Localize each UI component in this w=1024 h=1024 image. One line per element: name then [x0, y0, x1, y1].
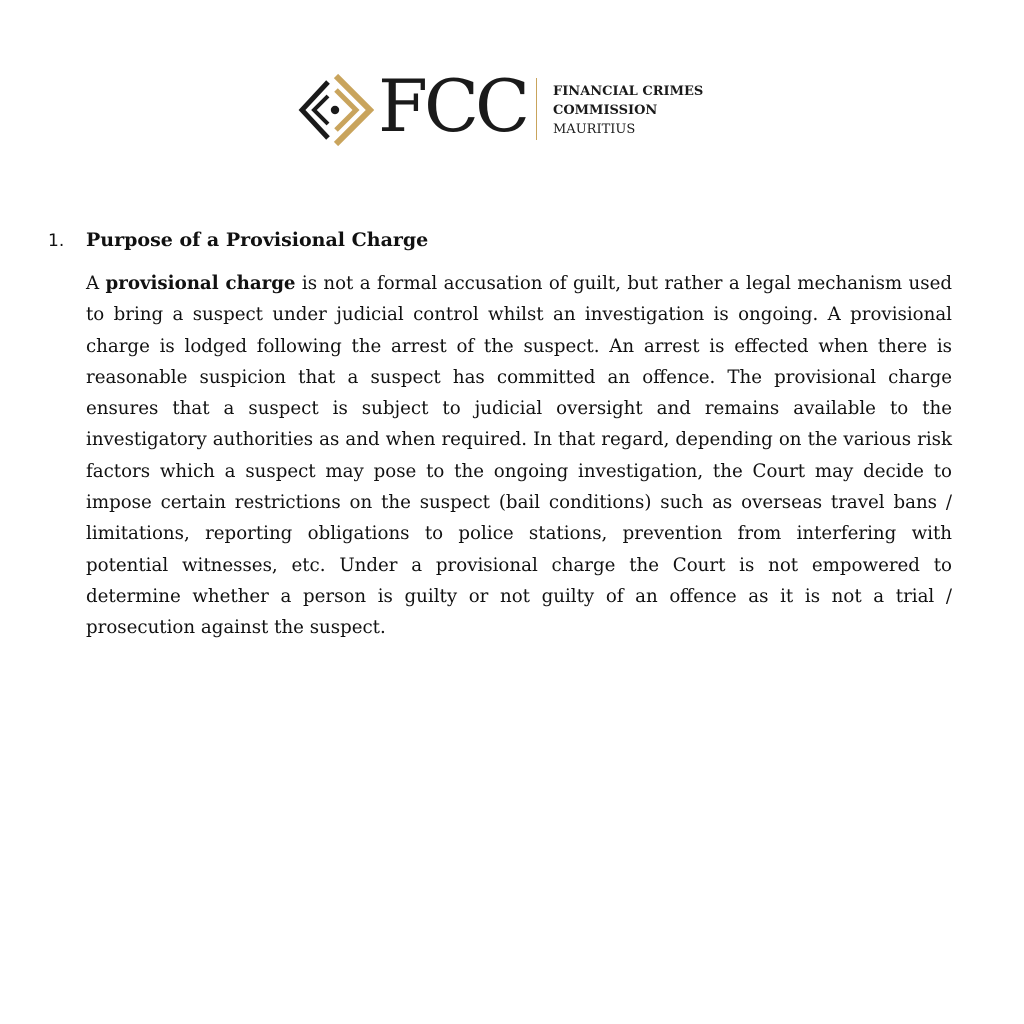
section-paragraph [86, 268, 952, 644]
logo-line-3: MAURITIUS [553, 122, 636, 137]
paragraph-lead: A [86, 273, 106, 294]
section-heading [48, 226, 428, 255]
logo-line-1: FINANCIAL CRIMES [553, 84, 704, 99]
fcc-diamond-emblem-icon [298, 72, 374, 148]
logo-organization-name [553, 82, 703, 139]
logo-divider [536, 78, 537, 140]
fcc-logo [298, 64, 718, 150]
section-title: Purpose of a Provisional Charge [86, 229, 429, 251]
paragraph-bold-term: provisional charge [105, 273, 296, 294]
logo-line-2: COMMISSION [553, 103, 658, 118]
section-number: 1. [48, 231, 65, 251]
logo-abbreviation: FCC [378, 64, 527, 148]
paragraph-body: is not a formal accusation of guilt, but rather a legal mechanism used to bring a suspect under judicial control whilst an investigation is ongoing. A provisional charge is lodged following the arrest of the suspect. An arrest is effected when there is reasonable suspicion that a suspect has committed an offence. The provisional charge ensures that a suspect is subject to judicial oversight and remains available to the investigatory authorities as and when required. In that regard, depending on the various risk factors which a suspect may pose to the ongoing investigation, the Court may decide to impose certain restrictions on the suspect (bail conditions) such as overseas travel bans / limitations, reporting obligations to police stations, prevention from interfering with potential witnesses, etc. Under a provisional charge the Court is not empowered to determine whether a person is guilty or not guilty of an offence as it is not a trial / prosecution against the suspect. [86, 273, 952, 639]
